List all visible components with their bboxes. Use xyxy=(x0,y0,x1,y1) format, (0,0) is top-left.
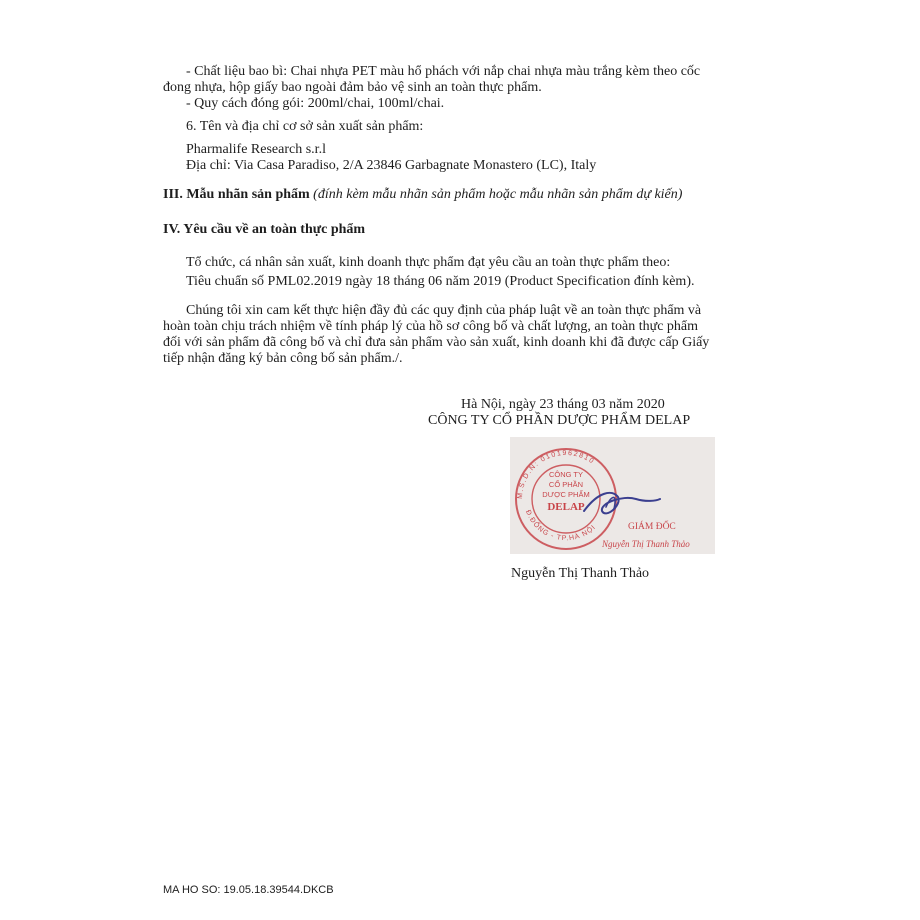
svg-text:CÔNG TY: CÔNG TY xyxy=(548,470,584,479)
section3-note: (đính kèm mẫu nhãn sản phẩm hoặc mẫu nhãn sản phẩm dự kiến) xyxy=(313,187,683,202)
svg-text:GIÁM ĐỐC: GIÁM ĐỐC xyxy=(628,522,676,532)
packaging-material-line2: đong nhựa, hộp giấy bao ngoài đảm bảo vệ sinh an toàn thực phẩm. xyxy=(163,80,542,95)
section3-title: III. Mẫu nhãn sản phẩm xyxy=(163,187,310,202)
company-name: CÔNG TY CỔ PHẦN DƯỢC PHẨM DELAP xyxy=(428,413,691,428)
manufacturer-heading: 6. Tên và địa chỉ cơ sở sản xuất sản phẩm: xyxy=(186,119,424,134)
section4-title: IV. Yêu cầu về an toàn thực phẩm xyxy=(163,222,366,237)
place-date: Hà Nội, ngày 23 tháng 03 năm 2020 xyxy=(461,397,665,412)
commitment-line1: Chúng tôi xin cam kết thực hiện đầy đủ các quy định của pháp luật về an toàn thực phẩm và xyxy=(186,303,702,318)
section4-line1: Tổ chức, cá nhân sản xuất, kinh doanh thực phẩm đạt yêu cầu an toàn thực phẩm theo: xyxy=(186,255,671,270)
commitment-line3: đối với sản phẩm đã công bố và chỉ đưa sản phẩm vào sản xuất, kinh doanh khi đã được cấp Giấy xyxy=(163,335,710,350)
manufacturer-name: Pharmalife Research s.r.l xyxy=(186,142,326,157)
packaging-material-line1: - Chất liệu bao bì: Chai nhựa PET màu hổ phách với nắp chai nhựa màu trắng kèm theo cốc xyxy=(186,64,701,79)
stamp-seal-icon xyxy=(510,437,715,554)
commitment-line2: hoàn toàn chịu trách nhiệm về tính pháp lý của hồ sơ công bố và chất lượng, an toàn thực phẩm xyxy=(163,319,699,334)
company-stamp-signature xyxy=(510,437,715,554)
svg-text:DƯỢC PHẨM: DƯỢC PHẨM xyxy=(542,490,590,499)
section4-line2: Tiêu chuẩn số PML02.2019 ngày 18 tháng 06 năm 2019 (Product Specification đính kèm). xyxy=(186,274,695,289)
commitment-line4: tiếp nhận đăng ký bản công bố sản phẩm./. xyxy=(163,351,403,366)
manufacturer-address: Địa chỉ: Via Casa Paradiso, 2/A 23846 Garbagnate Monastero (LC), Italy xyxy=(186,158,597,173)
svg-text:DELAP: DELAP xyxy=(547,501,585,513)
svg-text:Đ.ĐỐNG - TP.HÀ NỘI: Đ.ĐỐNG - TP.HÀ NỘI xyxy=(524,509,598,543)
svg-text:CỔ PHẦN: CỔ PHẦN xyxy=(548,480,584,489)
section3-heading xyxy=(163,187,682,203)
packaging-spec-line: - Quy cách đóng gói: 200ml/chai, 100ml/chai. xyxy=(186,96,445,111)
signer-name: Nguyễn Thị Thanh Thảo xyxy=(511,566,650,581)
svg-text:M.S.D.N: 0101962810: M.S.D.N: 0101962810 xyxy=(516,449,596,500)
svg-text:Nguyễn Thị Thanh Thảo: Nguyễn Thị Thanh Thảo xyxy=(602,539,690,549)
dossier-code: MA HO SO: 19.05.18.39544.DKCB xyxy=(163,884,334,896)
